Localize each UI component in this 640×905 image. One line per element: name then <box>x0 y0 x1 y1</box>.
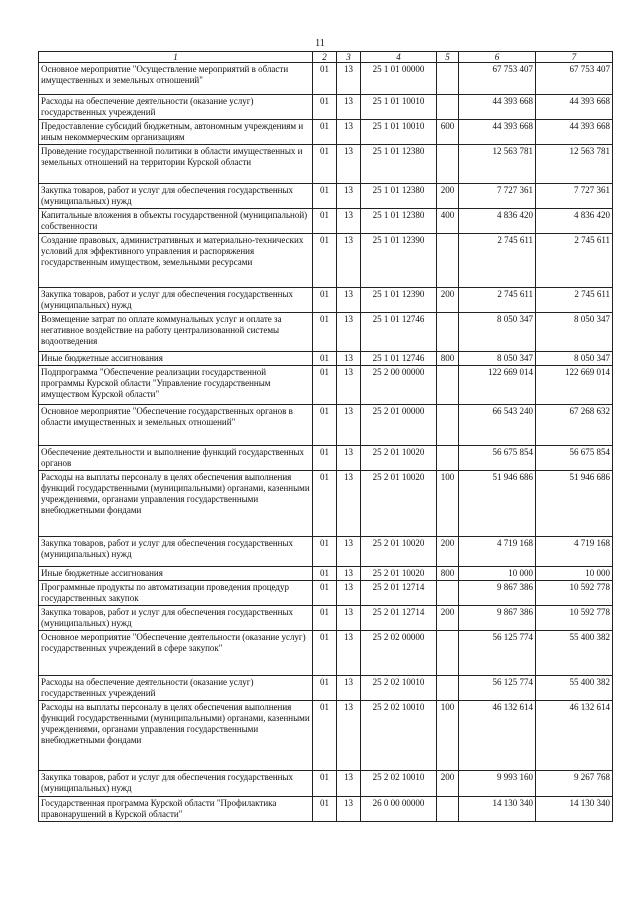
column-header: 7 <box>536 52 613 63</box>
row-section-cell: 01 <box>313 701 337 771</box>
row-subsection-cell: 13 <box>337 184 361 209</box>
row-section-cell: 01 <box>313 352 337 366</box>
row-sum-year1-cell: 44 393 668 <box>459 120 536 145</box>
row-subsection-cell: 13 <box>337 95 361 120</box>
row-name-cell: Основное мероприятие "Осуществление мероприятий в области имущественных и земельных отношений" <box>39 63 313 95</box>
row-sum-year1-cell: 4 719 168 <box>459 537 536 567</box>
row-section-cell: 01 <box>313 405 337 446</box>
row-name-cell: Капитальные вложения в объекты государственной (муниципальной) собственности <box>39 209 313 234</box>
row-target-code-cell: 25 2 01 10020 <box>361 471 437 537</box>
row-subsection-cell: 13 <box>337 606 361 631</box>
row-expense-type-cell <box>437 63 459 95</box>
row-expense-type-cell <box>437 405 459 446</box>
table-row <box>39 95 613 120</box>
row-name-cell: Проведение государственной политики в области имущественных и земельных отношений на территории Курской области <box>39 145 313 184</box>
row-sum-year2-cell: 9 267 768 <box>536 771 613 797</box>
row-name-cell: Основное мероприятие "Обеспечение деятельности (оказание услуг) государственных учреждений в сфере закупок" <box>39 631 313 676</box>
table-row <box>39 797 613 822</box>
row-section-cell: 01 <box>313 63 337 95</box>
row-sum-year1-cell: 9 993 160 <box>459 771 536 797</box>
row-expense-type-cell <box>437 234 459 288</box>
row-name-cell: Закупка товаров, работ и услуг для обеспечения государственных (муниципальных) нужд <box>39 537 313 567</box>
row-sum-year1-cell: 56 675 854 <box>459 446 536 471</box>
row-name-cell: Основное мероприятие "Обеспечение государственных органов в области имущественных и земельных отношений" <box>39 405 313 446</box>
row-subsection-cell: 13 <box>337 209 361 234</box>
row-section-cell: 01 <box>313 631 337 676</box>
row-target-code-cell: 25 2 01 10020 <box>361 537 437 567</box>
row-sum-year1-cell: 67 753 407 <box>459 63 536 95</box>
table-row <box>39 581 613 606</box>
table-row <box>39 676 613 701</box>
row-expense-type-cell <box>437 95 459 120</box>
row-expense-type-cell: 800 <box>437 352 459 366</box>
budget-table-body <box>39 63 613 822</box>
row-sum-year1-cell: 46 132 614 <box>459 701 536 771</box>
row-name-cell: Расходы на выплаты персоналу в целях обеспечения выполнения функций государственными (муниципальными) органами, казенными учреждениями, органами управления государственными внебюджетными фондами <box>39 471 313 537</box>
row-expense-type-cell: 600 <box>437 120 459 145</box>
row-name-cell: Расходы на обеспечение деятельности (оказание услуг) государственных учреждений <box>39 95 313 120</box>
row-name-cell: Закупка товаров, работ и услуг для обеспечения государственных (муниципальных) нужд <box>39 771 313 797</box>
row-sum-year1-cell: 2 745 611 <box>459 288 536 313</box>
row-sum-year1-cell: 14 130 340 <box>459 797 536 822</box>
row-sum-year2-cell: 7 727 361 <box>536 184 613 209</box>
row-subsection-cell: 13 <box>337 63 361 95</box>
row-sum-year2-cell: 44 393 668 <box>536 95 613 120</box>
row-sum-year1-cell: 56 125 774 <box>459 676 536 701</box>
row-sum-year1-cell: 8 050 347 <box>459 313 536 352</box>
row-sum-year2-cell: 10 592 778 <box>536 581 613 606</box>
row-expense-type-cell: 200 <box>437 184 459 209</box>
row-sum-year1-cell: 56 125 774 <box>459 631 536 676</box>
row-sum-year2-cell: 55 400 382 <box>536 676 613 701</box>
row-expense-type-cell <box>437 631 459 676</box>
column-header: 1 <box>39 52 313 63</box>
row-target-code-cell: 25 2 01 10020 <box>361 446 437 471</box>
row-section-cell: 01 <box>313 120 337 145</box>
row-sum-year2-cell: 2 745 611 <box>536 234 613 288</box>
row-expense-type-cell: 200 <box>437 288 459 313</box>
row-subsection-cell: 13 <box>337 631 361 676</box>
row-section-cell: 01 <box>313 288 337 313</box>
table-row <box>39 209 613 234</box>
column-header: 3 <box>337 52 361 63</box>
row-expense-type-cell: 400 <box>437 209 459 234</box>
row-subsection-cell: 13 <box>337 120 361 145</box>
row-name-cell: Иные бюджетные ассигнования <box>39 567 313 581</box>
row-sum-year1-cell: 122 669 014 <box>459 366 536 405</box>
row-target-code-cell: 26 0 00 00000 <box>361 797 437 822</box>
row-sum-year2-cell: 8 050 347 <box>536 313 613 352</box>
row-expense-type-cell <box>437 313 459 352</box>
row-sum-year2-cell: 4 719 168 <box>536 537 613 567</box>
column-header: 5 <box>437 52 459 63</box>
table-row <box>39 537 613 567</box>
row-target-code-cell: 25 1 01 12380 <box>361 184 437 209</box>
row-expense-type-cell: 200 <box>437 606 459 631</box>
row-sum-year2-cell: 10 000 <box>536 567 613 581</box>
row-name-cell: Подпрограмма "Обеспечение реализации государственной программы Курской области "Управление государственным имуществом Курской области" <box>39 366 313 405</box>
row-sum-year2-cell: 2 745 611 <box>536 288 613 313</box>
row-sum-year2-cell: 46 132 614 <box>536 701 613 771</box>
row-sum-year1-cell: 4 836 420 <box>459 209 536 234</box>
table-row <box>39 145 613 184</box>
row-target-code-cell: 25 1 01 12380 <box>361 209 437 234</box>
row-subsection-cell: 13 <box>337 288 361 313</box>
row-section-cell: 01 <box>313 366 337 405</box>
row-subsection-cell: 13 <box>337 471 361 537</box>
row-sum-year2-cell: 56 675 854 <box>536 446 613 471</box>
row-sum-year2-cell: 55 400 382 <box>536 631 613 676</box>
row-sum-year1-cell: 12 563 781 <box>459 145 536 184</box>
row-section-cell: 01 <box>313 797 337 822</box>
row-target-code-cell: 25 2 02 10010 <box>361 701 437 771</box>
row-target-code-cell: 25 1 01 10010 <box>361 120 437 145</box>
row-sum-year2-cell: 4 836 420 <box>536 209 613 234</box>
row-sum-year1-cell: 9 867 386 <box>459 581 536 606</box>
row-target-code-cell: 25 2 00 00000 <box>361 366 437 405</box>
row-sum-year2-cell: 67 753 407 <box>536 63 613 95</box>
table-row <box>39 63 613 95</box>
table-row <box>39 184 613 209</box>
row-expense-type-cell <box>437 446 459 471</box>
table-row <box>39 405 613 446</box>
row-expense-type-cell <box>437 676 459 701</box>
row-subsection-cell: 13 <box>337 701 361 771</box>
table-row <box>39 288 613 313</box>
row-name-cell: Иные бюджетные ассигнования <box>39 352 313 366</box>
row-section-cell: 01 <box>313 446 337 471</box>
row-target-code-cell: 25 1 01 12746 <box>361 352 437 366</box>
row-target-code-cell: 25 2 02 10010 <box>361 771 437 797</box>
row-subsection-cell: 13 <box>337 352 361 366</box>
row-name-cell: Возмещение затрат по оплате коммунальных услуг и оплате за негативное воздействие на работу централизованной системы водоотведения <box>39 313 313 352</box>
row-section-cell: 01 <box>313 581 337 606</box>
row-name-cell: Закупка товаров, работ и услуг для обеспечения государственных (муниципальных) нужд <box>39 288 313 313</box>
table-row <box>39 352 613 366</box>
row-expense-type-cell: 800 <box>437 567 459 581</box>
row-sum-year1-cell: 7 727 361 <box>459 184 536 209</box>
row-section-cell: 01 <box>313 313 337 352</box>
row-target-code-cell: 25 2 02 00000 <box>361 631 437 676</box>
row-expense-type-cell <box>437 366 459 405</box>
row-target-code-cell: 25 2 02 10010 <box>361 676 437 701</box>
row-name-cell: Расходы на обеспечение деятельности (оказание услуг) государственных учреждений <box>39 676 313 701</box>
row-expense-type-cell: 100 <box>437 471 459 537</box>
row-target-code-cell: 25 1 01 10010 <box>361 95 437 120</box>
table-row <box>39 567 613 581</box>
table-row <box>39 313 613 352</box>
row-subsection-cell: 13 <box>337 567 361 581</box>
row-sum-year2-cell: 10 592 778 <box>536 606 613 631</box>
table-row <box>39 366 613 405</box>
row-name-cell: Расходы на выплаты персоналу в целях обеспечения выполнения функций государственными (муниципальными) органами, казенными учреждениями, органами управления государственными внебюджетными фондами <box>39 701 313 771</box>
row-target-code-cell: 25 2 01 00000 <box>361 405 437 446</box>
row-target-code-cell: 25 2 01 12714 <box>361 606 437 631</box>
row-sum-year1-cell: 44 393 668 <box>459 95 536 120</box>
row-section-cell: 01 <box>313 676 337 701</box>
row-subsection-cell: 13 <box>337 145 361 184</box>
row-section-cell: 01 <box>313 234 337 288</box>
row-name-cell: Закупка товаров, работ и услуг для обеспечения государственных (муниципальных) нужд <box>39 184 313 209</box>
row-target-code-cell: 25 1 01 12380 <box>361 145 437 184</box>
table-row <box>39 771 613 797</box>
page-number: 11 <box>315 38 325 49</box>
row-target-code-cell: 25 2 01 12714 <box>361 581 437 606</box>
row-expense-type-cell: 200 <box>437 771 459 797</box>
row-name-cell: Создание правовых, административных и материально-технических условий для эффективного управления и распоряжения государственным имуществом, земельными ресурсами <box>39 234 313 288</box>
row-sum-year1-cell: 9 867 386 <box>459 606 536 631</box>
row-subsection-cell: 13 <box>337 581 361 606</box>
table-row <box>39 234 613 288</box>
row-sum-year2-cell: 122 669 014 <box>536 366 613 405</box>
row-sum-year1-cell: 8 050 347 <box>459 352 536 366</box>
row-subsection-cell: 13 <box>337 234 361 288</box>
column-header: 4 <box>361 52 437 63</box>
column-header: 6 <box>459 52 536 63</box>
row-sum-year2-cell: 51 946 686 <box>536 471 613 537</box>
table-row <box>39 606 613 631</box>
row-target-code-cell: 25 1 01 12390 <box>361 234 437 288</box>
table-row <box>39 631 613 676</box>
row-sum-year2-cell: 12 563 781 <box>536 145 613 184</box>
row-section-cell: 01 <box>313 771 337 797</box>
row-sum-year2-cell: 14 130 340 <box>536 797 613 822</box>
row-sum-year2-cell: 8 050 347 <box>536 352 613 366</box>
row-expense-type-cell <box>437 581 459 606</box>
row-section-cell: 01 <box>313 537 337 567</box>
row-section-cell: 01 <box>313 95 337 120</box>
row-subsection-cell: 13 <box>337 446 361 471</box>
row-sum-year1-cell: 51 946 686 <box>459 471 536 537</box>
row-name-cell: Программные продукты по автоматизации проведения процедур государственных закупок <box>39 581 313 606</box>
row-name-cell: Государственная программа Курской области "Профилактика правонарушений в Курской области" <box>39 797 313 822</box>
row-sum-year1-cell: 2 745 611 <box>459 234 536 288</box>
row-name-cell: Закупка товаров, работ и услуг для обеспечения государственных (муниципальных) нужд <box>39 606 313 631</box>
row-target-code-cell: 25 1 01 12390 <box>361 288 437 313</box>
column-header: 2 <box>313 52 337 63</box>
row-sum-year2-cell: 67 268 632 <box>536 405 613 446</box>
row-expense-type-cell: 200 <box>437 537 459 567</box>
row-expense-type-cell <box>437 145 459 184</box>
column-number-row <box>39 52 613 63</box>
row-sum-year1-cell: 66 543 240 <box>459 405 536 446</box>
row-section-cell: 01 <box>313 606 337 631</box>
row-sum-year2-cell: 44 393 668 <box>536 120 613 145</box>
budget-table <box>38 51 613 822</box>
row-section-cell: 01 <box>313 567 337 581</box>
row-subsection-cell: 13 <box>337 405 361 446</box>
row-name-cell: Предоставление субсидий бюджетным, автономным учреждениям и иным некоммерческим организациям <box>39 120 313 145</box>
row-sum-year1-cell: 10 000 <box>459 567 536 581</box>
row-section-cell: 01 <box>313 145 337 184</box>
row-subsection-cell: 13 <box>337 313 361 352</box>
table-row <box>39 446 613 471</box>
row-subsection-cell: 13 <box>337 537 361 567</box>
row-section-cell: 01 <box>313 184 337 209</box>
row-subsection-cell: 13 <box>337 797 361 822</box>
row-expense-type-cell <box>437 797 459 822</box>
row-expense-type-cell: 100 <box>437 701 459 771</box>
table-row <box>39 701 613 771</box>
row-section-cell: 01 <box>313 471 337 537</box>
row-target-code-cell: 25 1 01 12746 <box>361 313 437 352</box>
table-row <box>39 471 613 537</box>
row-target-code-cell: 25 2 01 10020 <box>361 567 437 581</box>
row-section-cell: 01 <box>313 209 337 234</box>
row-subsection-cell: 13 <box>337 676 361 701</box>
row-subsection-cell: 13 <box>337 771 361 797</box>
row-target-code-cell: 25 1 01 00000 <box>361 63 437 95</box>
table-row <box>39 120 613 145</box>
row-subsection-cell: 13 <box>337 366 361 405</box>
row-name-cell: Обеспечение деятельности и выполнение функций государственных органов <box>39 446 313 471</box>
